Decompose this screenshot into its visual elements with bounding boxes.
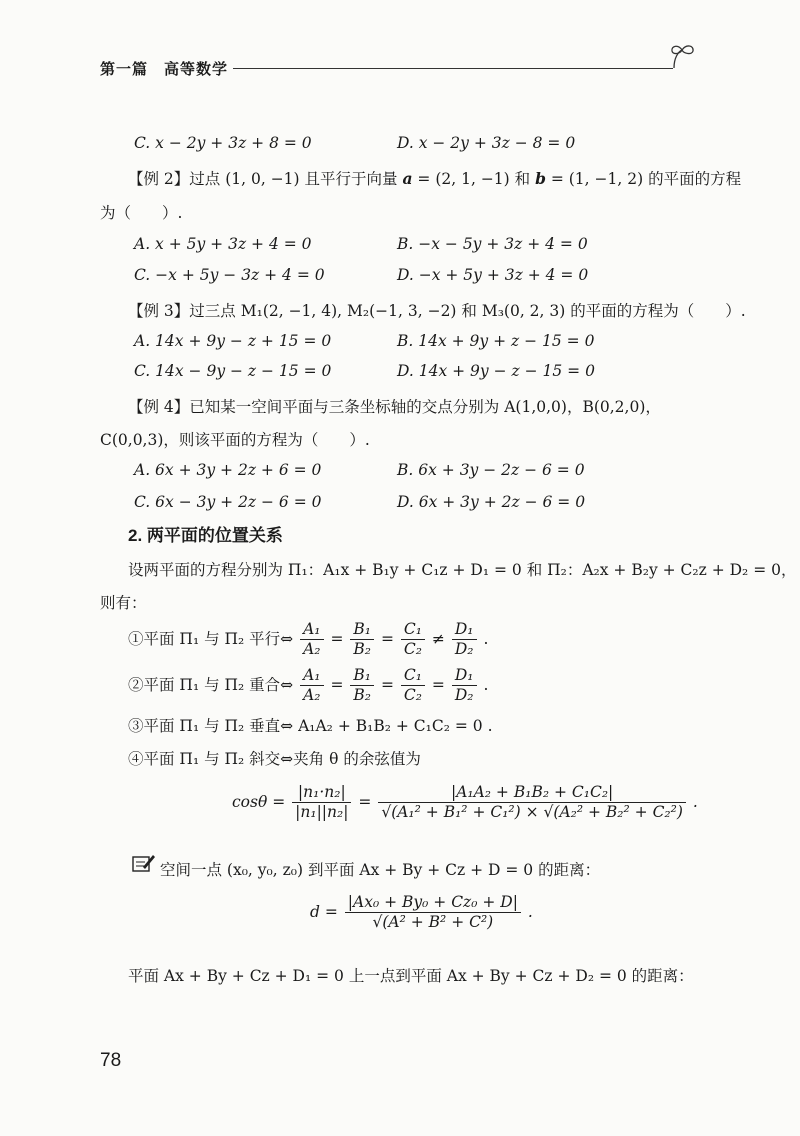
vector-a: a [402,169,413,188]
option-c: C. x − 2y + 3z + 8 = 0 [134,134,312,152]
cos-fraction-2: $\frac{\text{|A₁A₂ + B₁B₂ + C₁C₂|}}{\text{√(A₁² + B₁² + C₁²) × √(A₂² + B₂² + C₂²)}}$ [378,783,686,823]
parallel-planes-distance-intro: 平面 Ax + By + Cz + D₁ = 0 上一点到平面 Ax + By + Cz + D₂ = 0 的距离： [128,967,694,985]
ex2-option-d: D. −x + 5y + 3z + 4 = 0 [397,266,589,284]
ex2-text-3: = (1, −1, 2) 的平面的方程 [545,170,742,188]
fraction-c: $\frac{\text{C₁}}{\text{C₂}}$ [401,666,425,706]
point-plane-distance-intro: 空间一点 (x₀, y₀, z₀) 到平面 Ax + By + Cz + D = 0 的距离： [160,861,601,879]
fraction-a: $\frac{\text{A₁}}{\text{A₂}}$ [300,620,323,660]
fraction-d: $\frac{\text{D₁}}{\text{D₂}}$ [452,666,477,706]
ex3-option-a: A. 14x + 9y − z + 15 = 0 [134,332,332,350]
fraction-b: $\frac{\text{B₁}}{\text{B₂}}$ [350,620,374,660]
ex3-option-c: C. 14x − 9y − z − 15 = 0 [134,362,332,380]
ex2-option-a: A. x + 5y + 3z + 4 = 0 [134,235,312,253]
ex2-option-b: B. −x − 5y + 3z + 4 = 0 [397,235,588,253]
condition-oblique: ④平面 Π₁ 与 Π₂ 斜交⇔夹角 θ 的余弦值为 [128,750,421,768]
fraction-d: $\frac{\text{D₁}}{\text{D₂}}$ [452,620,477,660]
condition-coincide: ②平面 Π₁ 与 Π₂ 重合⇔ $\frac{\text{A₁}}{\text{A₂}}$ = $\frac{\text{B₁}}{\text{B₂}}$ = $\frac{\text{C₁}}{\text{C₂}}$ = $\frac{\text{D₁}}{\text{D₂}}$ . [128,666,489,705]
page-number: 78 [100,1050,122,1071]
ex4-option-b: B. 6x + 3y − 2z − 6 = 0 [397,461,585,479]
example-3-question: 【例 3】过三点 M₁(2, −1, 4), M₂(−1, 3, −2) 和 M₃(0, 2, 3) 的平面的方程为（ ）. [128,302,746,320]
vector-b: b [535,169,546,188]
sprout-icon [668,42,698,72]
d-lhs: d = [310,902,338,921]
cosine-formula: cosθ = $\frac{\text{|n₁·n₂|}}{\text{|n₁||n₂|}}$ = $\frac{\text{|A₁A₂ + B₁B₂ + C₁C₂|}}{\text{√(A₁² + B₁² + C₁²) × √(A₂² + B₂² + C₂²)}}$ . [232,783,698,822]
condition-parallel-text: ①平面 Π₁ 与 Π₂ 平行⇔ [128,629,294,648]
condition-perpendicular: ③平面 Π₁ 与 Π₂ 垂直⇔ A₁A₂ + B₁B₂ + C₁C₂ = 0 . [128,717,493,735]
d-fraction: $\frac{\text{|Ax₀ + By₀ + Cz₀ + D|}}{\text{√(A² + B² + C²)}}$ [345,893,521,933]
pencil-note-icon [131,853,155,873]
ex4-option-a: A. 6x + 3y + 2z + 6 = 0 [134,461,322,479]
ex4-option-c: C. 6x − 3y + 2z − 6 = 0 [134,493,322,511]
cos-fraction-1: $\frac{\text{|n₁·n₂|}}{\text{|n₁||n₂|}}$ [292,783,351,823]
ex3-option-d: D. 14x + 9y − z − 15 = 0 [397,362,595,380]
condition-parallel: ①平面 Π₁ 与 Π₂ 平行⇔ $\frac{\text{A₁}}{\text{A₂}}$ = $\frac{\text{B₁}}{\text{B₂}}$ = $\frac{\text{C₁}}{\text{C₂}}$ ≠ $\frac{\text{D₁}}{\text{D₂}}$ . [128,620,489,659]
example-2-question-cont: 为（ ）. [100,204,183,222]
example-4-question-cont: C(0,0,3)，则该平面的方程为（ ）. [100,431,370,449]
fraction-c: $\frac{\text{C₁}}{\text{C₂}}$ [401,620,425,660]
cos-lhs: cosθ = [232,792,286,811]
running-header: 第一篇 高等数学 [100,61,229,78]
section-title: 2. 两平面的位置关系 [128,526,283,545]
planes-definition: 设两平面的方程分别为 Π₁：A₁x + B₁y + C₁z + D₁ = 0 和 Π₂：A₂x + B₂y + C₂z + D₂ = 0， [128,561,797,579]
ex3-option-b: B. 14x + 9y + z − 15 = 0 [397,332,595,350]
example-2-question [128,167,741,189]
distance-formula: d = $\frac{\text{|Ax₀ + By₀ + Cz₀ + D|}}{\text{√(A² + B² + C²)}}$ . [310,893,533,932]
ex2-option-c: C. −x + 5y − 3z + 4 = 0 [134,266,325,284]
ex2-text-1: 【例 2】过点 (1, 0, −1) 且平行于向量 [128,170,403,188]
fraction-b: $\frac{\text{B₁}}{\text{B₂}}$ [350,666,374,706]
header-rule [233,68,673,69]
ex4-option-d: D. 6x + 3y + 2z − 6 = 0 [397,493,586,511]
ex2-text-2: = (2, 1, −1) 和 [412,170,536,188]
condition-coincide-text: ②平面 Π₁ 与 Π₂ 重合⇔ [128,675,294,694]
example-4-question: 【例 4】已知某一空间平面与三条坐标轴的交点分别为 A(1,0,0)，B(0,2,0)， [128,398,661,416]
option-d: D. x − 2y + 3z − 8 = 0 [397,134,576,152]
planes-definition-cont: 则有： [100,594,147,612]
fraction-a: $\frac{\text{A₁}}{\text{A₂}}$ [300,666,323,706]
